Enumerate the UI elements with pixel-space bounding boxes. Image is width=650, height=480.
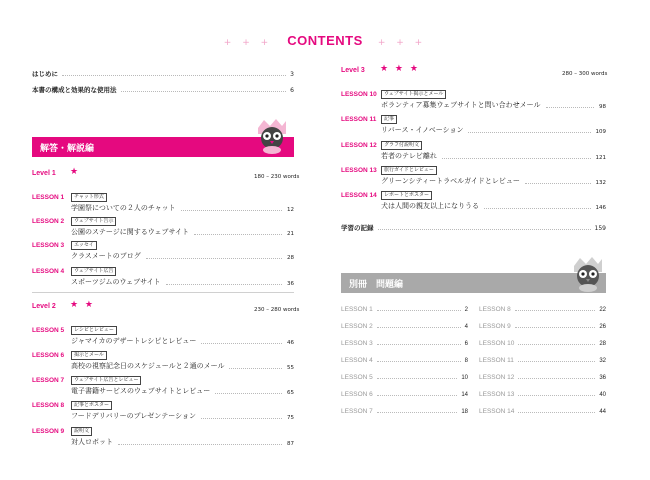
genre-tag: ウェブサイト広告とレビュー (71, 376, 141, 385)
genre-tag: レシピとレビュー (71, 326, 117, 335)
leader-dots (484, 208, 591, 209)
problem-page: 40 (599, 392, 606, 398)
section-title: 別冊 問題編 (349, 280, 404, 290)
leader-dots (468, 132, 590, 133)
level-label: Level 3 (341, 67, 365, 74)
page-number: 65 (287, 390, 294, 396)
lesson-entry[interactable] (71, 361, 294, 371)
genre-tag: ウェブサイト告示 (71, 217, 116, 226)
lesson-number: LESSON 11 (341, 116, 377, 123)
toc-row-page: 6 (290, 87, 294, 94)
problem-page: 4 (464, 324, 468, 330)
problem-lesson: LESSON 14 (479, 408, 515, 415)
problem-page: 14 (461, 392, 468, 398)
contents-header (0, 30, 650, 49)
leader-dots (201, 343, 282, 344)
problem-lesson: LESSON 6 (341, 391, 373, 398)
word-range: 230 – 280 words (254, 307, 300, 313)
problem-lesson: LESSON 9 (479, 323, 511, 330)
problem-lesson: LESSON 7 (341, 408, 373, 415)
lesson-number: LESSON 10 (341, 91, 377, 98)
leader-dots (518, 378, 595, 379)
page-title: CONTENTS (287, 33, 363, 48)
lesson-entry[interactable] (71, 203, 294, 213)
lesson-number: LESSON 2 (32, 218, 65, 225)
problem-row[interactable] (479, 374, 606, 381)
page-number: 146 (595, 205, 606, 211)
leader-dots (518, 395, 595, 396)
lesson-entry[interactable] (71, 277, 294, 287)
problem-page: 2 (464, 307, 468, 313)
lesson-number: LESSON 3 (32, 242, 65, 249)
sparkle-right-icon: + + + (377, 38, 427, 48)
word-range: 180 – 230 words (254, 174, 300, 180)
lesson-title: 公園のステージに関するウェブサイト (71, 228, 189, 236)
leader-dots (377, 327, 461, 328)
leader-dots (515, 310, 596, 311)
lesson-number: LESSON 7 (32, 377, 65, 384)
problem-page: 44 (599, 409, 606, 415)
problem-page: 28 (599, 341, 606, 347)
leader-dots (377, 310, 461, 311)
genre-tag: ウェブサイト掲示とメール (381, 90, 446, 99)
page-number: 75 (287, 415, 294, 421)
leader-dots (378, 229, 591, 230)
star-rating-icon: ★ (70, 167, 81, 177)
lesson-entry[interactable] (71, 227, 294, 237)
problem-row[interactable] (341, 357, 468, 364)
leader-dots (377, 344, 461, 345)
lesson-number: LESSON 5 (32, 327, 65, 334)
lesson-title: 電子書籍サービスのウェブサイトとレビュー (71, 387, 211, 395)
page-number: 98 (599, 104, 606, 110)
problem-row[interactable] (341, 408, 468, 415)
leader-dots (121, 91, 287, 92)
toc-row-intro[interactable] (32, 69, 294, 78)
lesson-title: 若者のテレビ離れ (381, 152, 437, 160)
section-band-problems (341, 273, 606, 293)
owl-mascot-icon (254, 116, 290, 156)
genre-tag: グラフ付説明文 (381, 141, 422, 150)
lesson-title: クラスメートのブログ (71, 252, 141, 260)
lesson-title: ジャマイカのデザートレシピとレビュー (71, 337, 197, 345)
page-number: 132 (595, 180, 606, 186)
word-range: 280 – 300 words (562, 71, 608, 77)
leader-dots (525, 183, 591, 184)
leader-dots (377, 395, 458, 396)
problem-lesson: LESSON 3 (341, 340, 373, 347)
leader-dots (518, 344, 595, 345)
section-title: 解答・解説編 (40, 144, 95, 154)
lesson-number: LESSON 8 (32, 402, 65, 409)
genre-tag: 記事 (381, 115, 397, 124)
problem-row[interactable] (479, 357, 606, 364)
problem-row[interactable] (479, 391, 606, 398)
problem-page: 36 (599, 375, 606, 381)
genre-tag: ウェブサイト広告 (71, 267, 116, 276)
problem-row[interactable] (341, 340, 468, 347)
problem-lesson: LESSON 8 (479, 306, 511, 313)
problem-page: 32 (599, 358, 606, 364)
genre-tag: 記事とポスター (71, 401, 112, 410)
divider (32, 292, 294, 293)
problem-lesson: LESSON 11 (479, 357, 514, 364)
leader-dots (377, 361, 461, 362)
toc-row-page: 3 (290, 71, 294, 78)
problem-lesson: LESSON 13 (479, 391, 515, 398)
leader-dots (118, 444, 282, 445)
lesson-title: 高校の視察記念日のスケジュールと２通のメール (71, 362, 225, 370)
lesson-title: フードデリバリーのプレゼンテーション (71, 412, 197, 420)
level-label: Level 1 (32, 170, 56, 177)
problem-row[interactable] (479, 306, 606, 313)
lesson-entry[interactable] (71, 336, 294, 346)
problem-row[interactable] (341, 323, 468, 330)
problem-row[interactable] (341, 306, 468, 313)
owl-mascot-icon (570, 254, 606, 294)
star-rating-icon: ★ ★ ★ (380, 64, 420, 74)
problem-lesson: LESSON 5 (341, 374, 373, 381)
problem-row[interactable] (341, 391, 468, 398)
sparkle-left-icon: + + + (223, 38, 273, 48)
lesson-entry[interactable] (381, 125, 606, 135)
lesson-entry[interactable] (381, 100, 606, 110)
problem-page: 10 (461, 375, 468, 381)
lesson-entry[interactable] (71, 251, 294, 261)
problem-page: 18 (461, 409, 468, 415)
genre-tag: 掲示とメール (71, 351, 107, 360)
page-number: 46 (287, 340, 294, 346)
problem-row[interactable] (479, 323, 606, 330)
lesson-number: LESSON 12 (341, 142, 377, 149)
lesson-entry[interactable] (71, 411, 294, 421)
lesson-entry[interactable] (381, 176, 606, 186)
problem-lesson: LESSON 10 (479, 340, 515, 347)
leader-dots (181, 210, 282, 211)
page-number: 28 (287, 255, 294, 261)
genre-tag: エッセイ (71, 241, 97, 250)
leader-dots (166, 284, 282, 285)
problem-lesson: LESSON 12 (479, 374, 515, 381)
lesson-entry[interactable] (381, 151, 606, 161)
leader-dots (377, 412, 458, 413)
problem-page: 6 (464, 341, 468, 347)
leader-dots (146, 258, 282, 259)
lesson-entry[interactable] (71, 437, 294, 447)
leader-dots (229, 368, 282, 369)
problem-lesson: LESSON 1 (341, 306, 373, 313)
lesson-number: LESSON 14 (341, 192, 377, 199)
leader-dots (546, 107, 594, 108)
genre-tag: レポートとポスター (381, 191, 432, 200)
leader-dots (518, 361, 595, 362)
lesson-number: LESSON 6 (32, 352, 65, 359)
page-number: 87 (287, 441, 294, 447)
lesson-title: グリーンシティートラベルガイドとレビュー (381, 177, 520, 185)
leader-dots (377, 378, 458, 379)
problem-lesson: LESSON 4 (341, 357, 373, 364)
genre-tag: 旅行ガイドとレビュー (381, 166, 437, 175)
problem-row[interactable] (479, 408, 606, 415)
page-number: 121 (595, 155, 606, 161)
toc-row-records[interactable] (341, 223, 606, 232)
lesson-title: リバース・イノベーション (381, 126, 464, 134)
lesson-title: 学園祭についての２人のチャット (71, 204, 176, 212)
toc-row-label: 学習の記録 (341, 224, 374, 232)
toc-row-label: はじめに (32, 70, 58, 78)
problem-row[interactable] (341, 374, 468, 381)
lesson-number: LESSON 9 (32, 428, 65, 435)
lesson-number: LESSON 13 (341, 167, 377, 174)
leader-dots (201, 418, 282, 419)
genre-tag: 説明文 (71, 427, 92, 436)
problem-page: 22 (599, 307, 606, 313)
leader-dots (515, 327, 596, 328)
page-number: 12 (287, 207, 294, 213)
lesson-title: スポーツジムのウェブサイト (71, 278, 161, 286)
toc-row-page: 159 (594, 225, 606, 232)
problem-lesson: LESSON 2 (341, 323, 373, 330)
toc-row-label: 本書の構成と効果的な使用法 (32, 86, 117, 94)
leader-dots (215, 393, 282, 394)
leader-dots (194, 234, 282, 235)
problem-page: 8 (464, 358, 468, 364)
problem-row[interactable] (479, 340, 606, 347)
lesson-title: 対人ロボット (71, 438, 113, 446)
leader-dots (62, 75, 286, 76)
leader-dots (518, 412, 595, 413)
lesson-number: LESSON 1 (32, 194, 65, 201)
leader-dots (442, 158, 591, 159)
genre-tag: チャット形式 (71, 193, 107, 202)
page-number: 21 (287, 231, 294, 237)
page-number: 55 (287, 365, 294, 371)
lesson-title: ボランティア募集ウェブサイトと問い合わせメール (381, 101, 541, 109)
lesson-entry[interactable] (71, 386, 294, 396)
page-number: 36 (287, 281, 294, 287)
problem-page: 26 (599, 324, 606, 330)
toc-row-usage[interactable] (32, 85, 294, 94)
level-label: Level 2 (32, 303, 56, 310)
lesson-number: LESSON 4 (32, 268, 65, 275)
star-rating-icon: ★ ★ (70, 300, 95, 310)
lesson-entry[interactable] (381, 201, 606, 211)
page-number: 109 (595, 129, 606, 135)
lesson-title: 犬は人間の親友以上になりうる (381, 202, 479, 210)
